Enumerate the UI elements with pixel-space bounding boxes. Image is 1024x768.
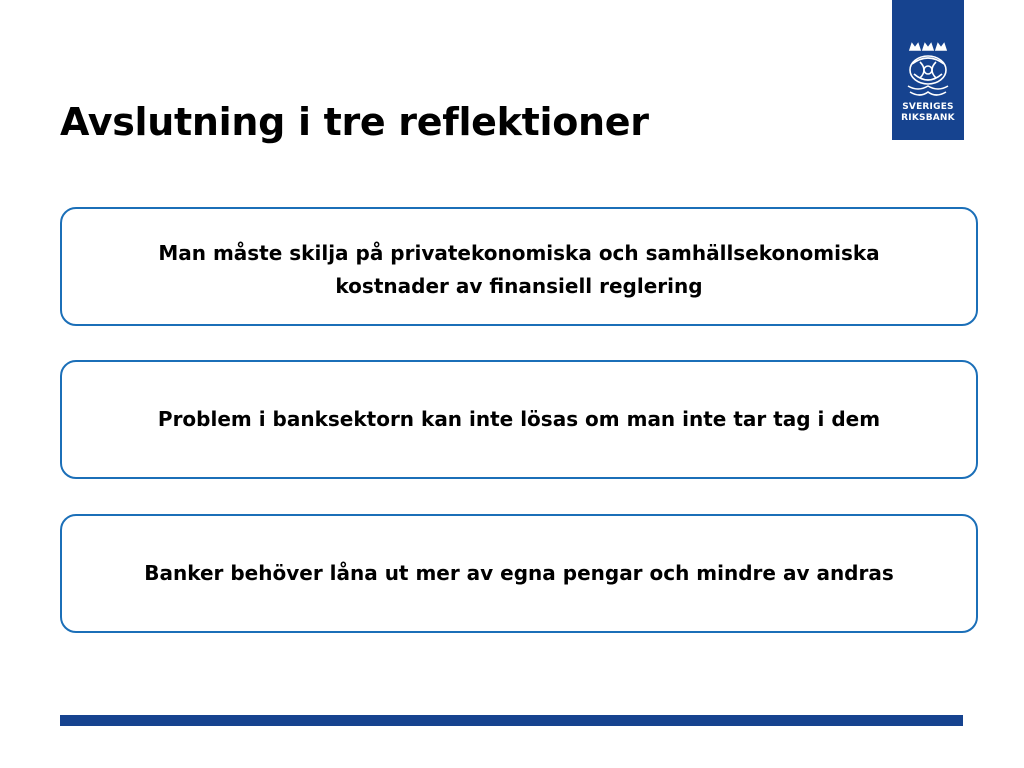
reflection-box-3 [60,514,978,633]
reflection-box-1 [60,207,978,326]
reflection-text-2: Problem i banksektorn kan inte lösas om man inte tar tag i dem [157,407,881,431]
riksbank-logo [892,0,964,140]
logo-wordmark [901,102,955,124]
reflection-text-3: Banker behöver låna ut mer av egna pengar och mindre av andras [144,561,894,585]
logo-line-sveriges: SVERIGES [902,102,954,112]
crowns-emblem-icon [900,40,956,100]
footer-bar [60,715,963,726]
slide-title: Avslutning i tre reflektioner [60,100,649,144]
logo-line-riksbank: RIKSBANK [901,113,955,123]
reflection-text-1: Man måste skilja på privatekonomiska och samhällsekonomiska kostnader av finansiell reglering [158,241,880,298]
reflection-box-2 [60,360,978,479]
